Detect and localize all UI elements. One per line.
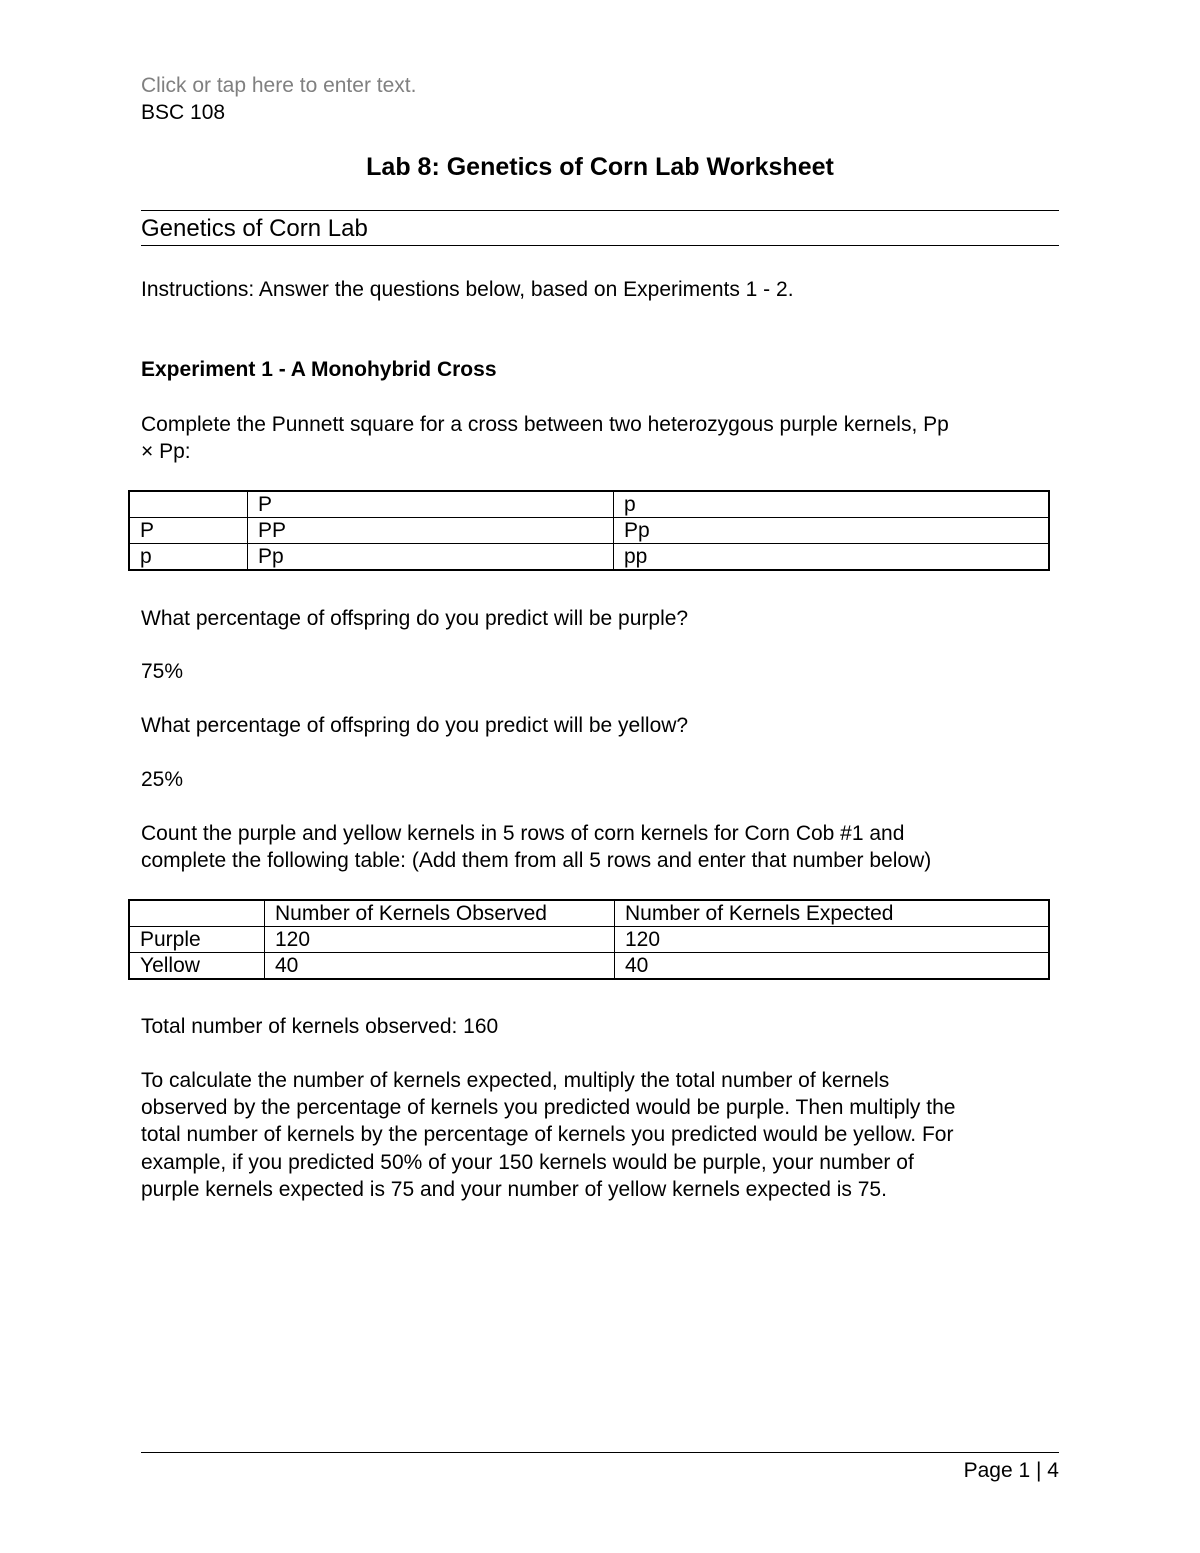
punnett-prompt-line1: Complete the Punnett square for a cross between two heterozygous purple kernels, Pp [141,413,949,436]
punnett-square-table [129,491,1049,570]
course-code: BSC 108 [141,101,226,124]
document-title: Lab 8: Genetics of Corn Lab Worksheet [366,153,834,181]
calc-instructions-line4: example, if you predicted 50% of your 150 kernels would be purple, your number of [141,1151,914,1174]
answer-yellow[interactable]: 25% [141,768,184,791]
experiment1-heading: Experiment 1 - A Monohybrid Cross [141,358,497,381]
table-cell[interactable]: 120 [615,927,1049,953]
table-cell[interactable]: Number of Kernels Observed [265,901,615,927]
table-cell[interactable]: P [248,492,614,518]
table-row [130,518,1049,544]
table-cell[interactable] [130,901,265,927]
enter-text-placeholder[interactable]: Click or tap here to enter text. [141,74,417,97]
section-bottom-rule [141,245,1059,246]
calc-instructions-line2: observed by the percentage of kernels you predicted would be purple. Then multiply the [141,1096,956,1119]
table-cell[interactable]: 120 [265,927,615,953]
table-row [130,927,1049,953]
calc-instructions-line3: total number of kernels by the percentage of kernels you predicted would be yellow. For [141,1123,954,1146]
punnett-prompt-line2: × Pp: [141,440,191,463]
table-cell[interactable]: p [614,492,1049,518]
table-cell[interactable]: Number of Kernels Expected [615,901,1049,927]
table-cell[interactable]: Purple [130,927,265,953]
section-heading: Genetics of Corn Lab [141,215,368,242]
table-cell[interactable]: Yellow [130,953,265,979]
question-purple: What percentage of offspring do you predict will be purple? [141,607,689,630]
kernel-count-table [129,900,1049,979]
count-prompt-line1: Count the purple and yellow kernels in 5 rows of corn kernels for Corn Cob #1 and [141,822,905,845]
table-row [130,544,1049,570]
instructions-text: Instructions: Answer the questions below, based on Experiments 1 - 2. [141,278,794,301]
table-cell[interactable]: p [130,544,248,570]
page-number: Page 1 | 4 [963,1459,1059,1482]
answer-purple[interactable]: 75% [141,660,184,683]
table-cell[interactable]: pp [614,544,1049,570]
table-cell[interactable]: Pp [248,544,614,570]
table-row [130,953,1049,979]
question-yellow: What percentage of offspring do you predict will be yellow? [141,714,689,737]
table-cell[interactable]: 40 [615,953,1049,979]
table-cell[interactable] [130,492,248,518]
table-cell[interactable]: PP [248,518,614,544]
table-row [130,492,1049,518]
section-top-rule [141,210,1059,211]
table-cell[interactable]: 40 [265,953,615,979]
table-cell[interactable]: Pp [614,518,1049,544]
footer-rule [141,1452,1059,1453]
count-prompt-line2: complete the following table: (Add them from all 5 rows and enter that number below) [141,849,932,872]
calc-instructions-line1: To calculate the number of kernels expected, multiply the total number of kernels [141,1069,890,1092]
table-cell[interactable]: P [130,518,248,544]
total-observed-text[interactable]: Total number of kernels observed: 160 [141,1015,499,1038]
calc-instructions-line5: purple kernels expected is 75 and your number of yellow kernels expected is 75. [141,1178,887,1201]
table-row [130,901,1049,927]
